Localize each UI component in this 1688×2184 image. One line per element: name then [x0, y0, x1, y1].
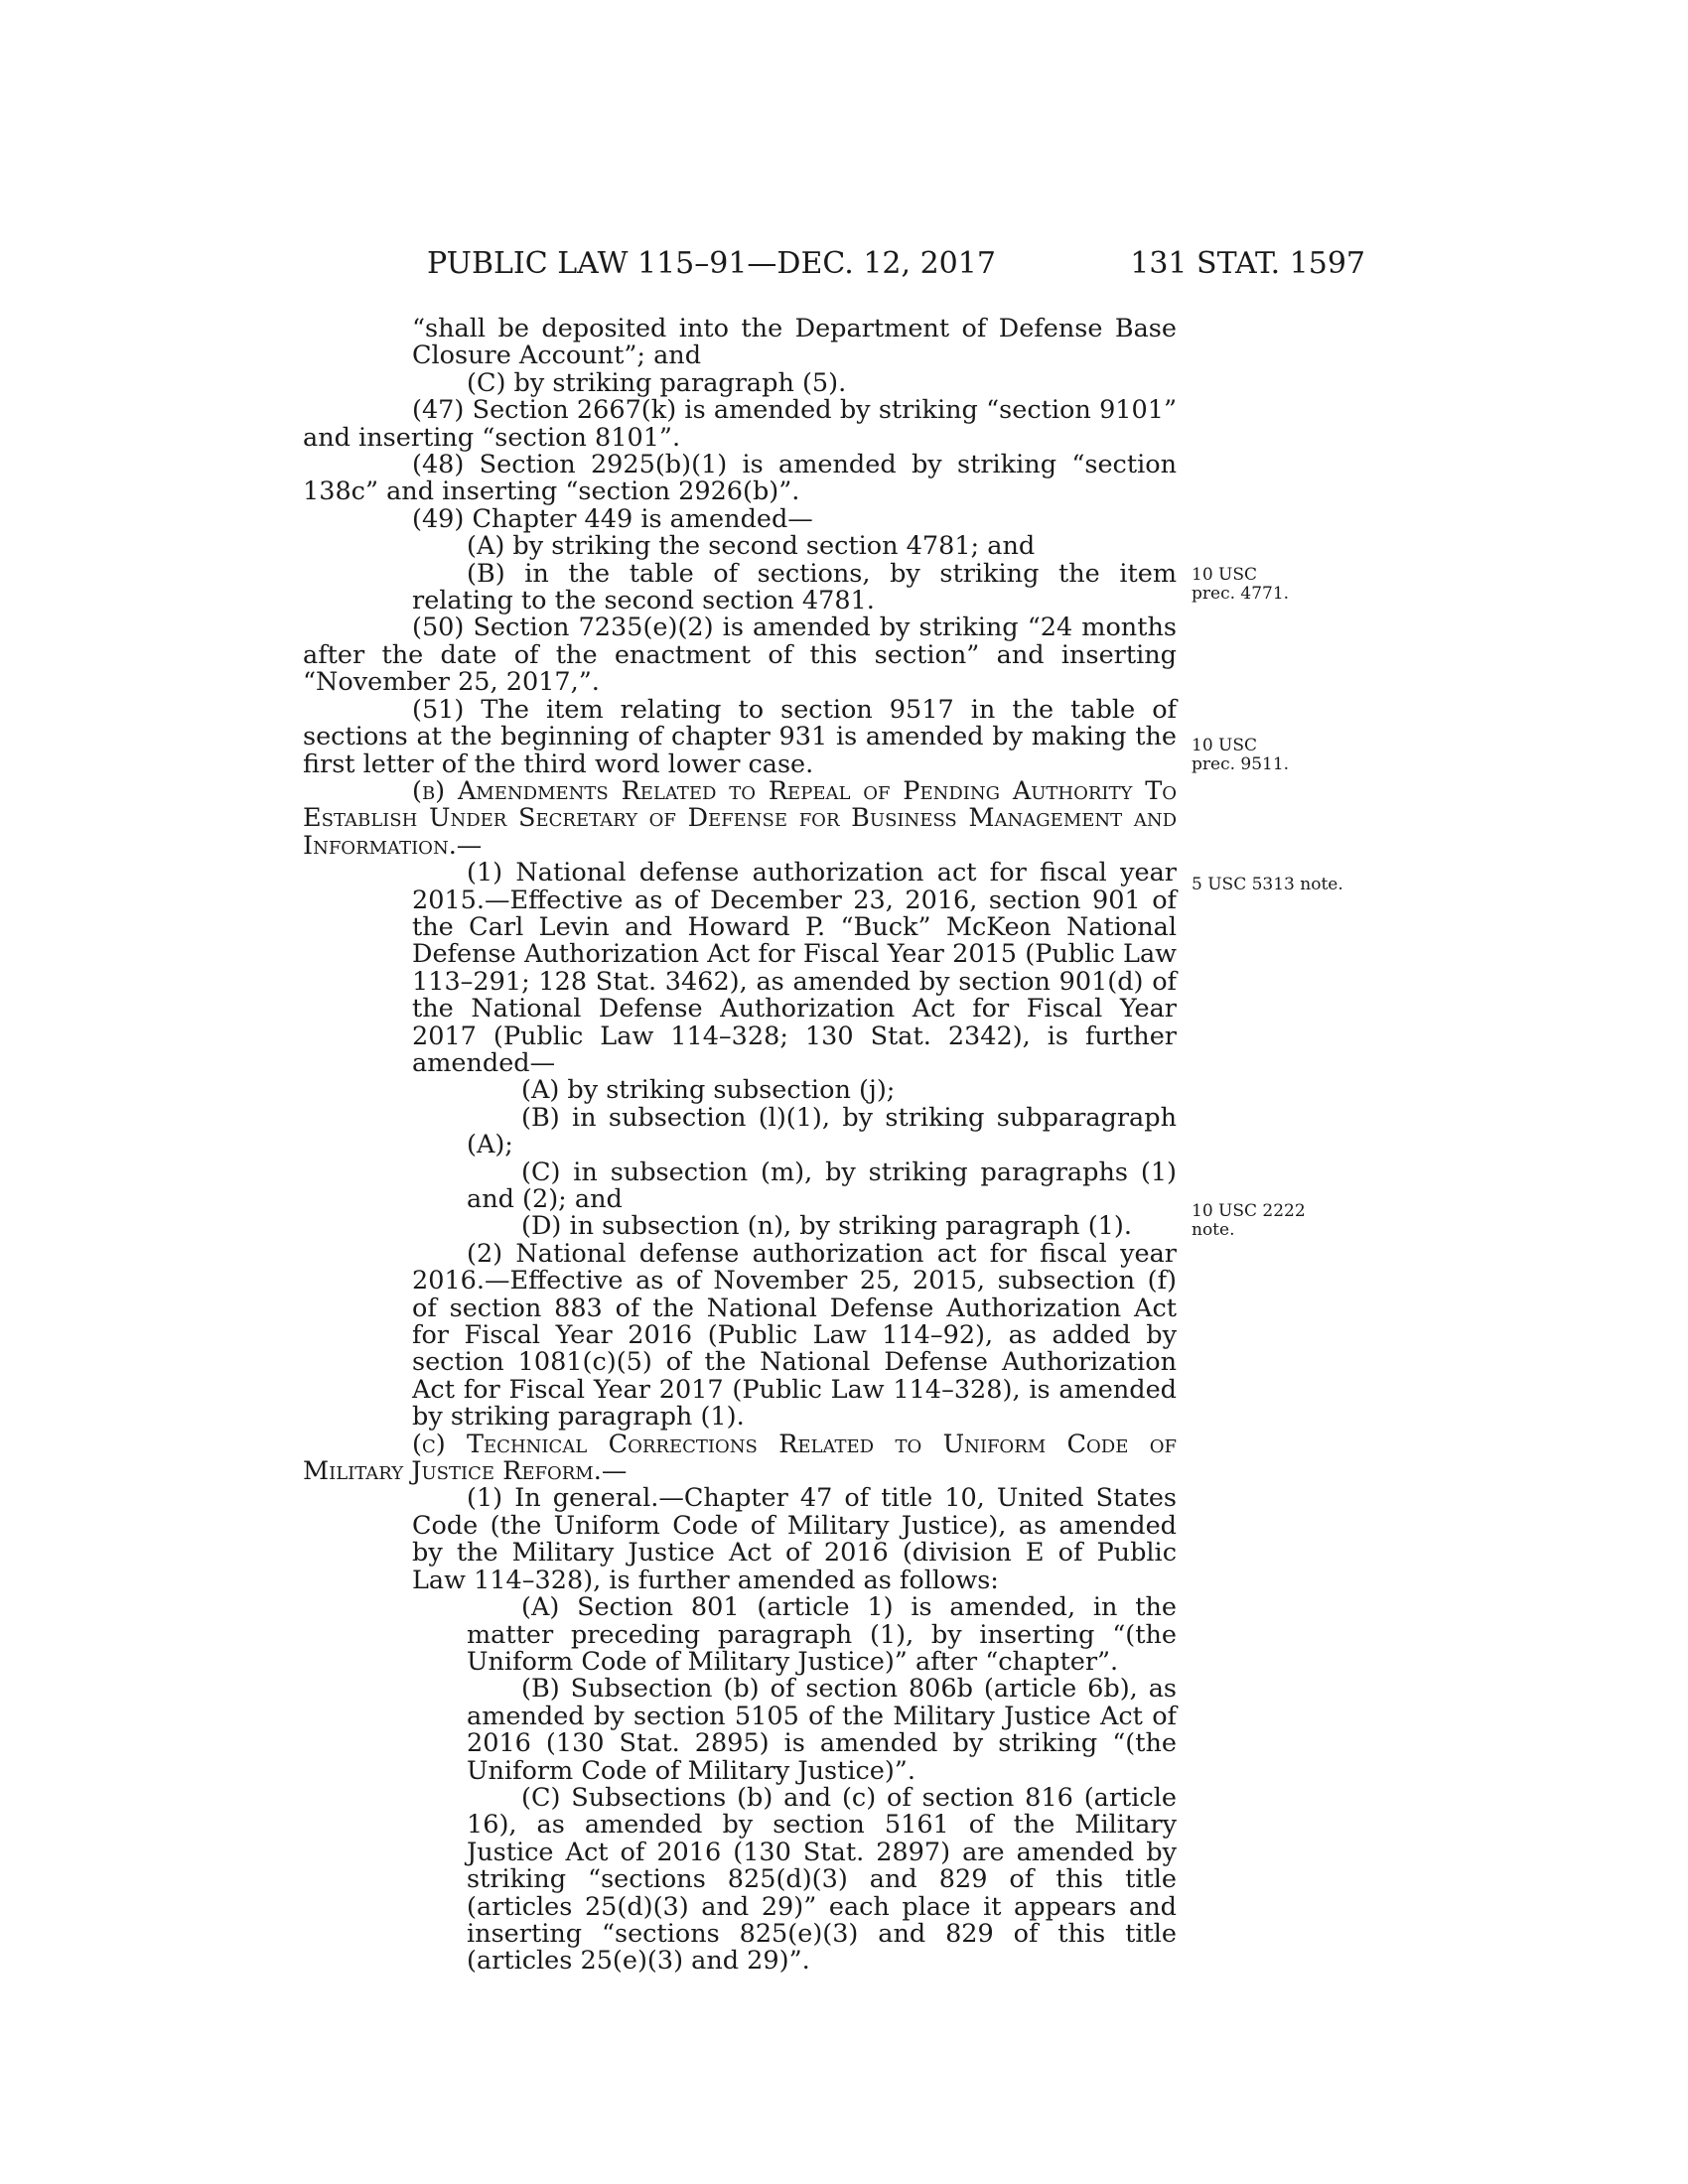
paragraph: (50) Section 7235(e)(2) is amended by striking “24 months after the date of the enactment of this section” and inserting “November 25, 2017,”.: [303, 613, 1177, 698]
paragraph: (49) Chapter 449 is amended—: [412, 503, 813, 534]
paragraph: (48) Section 2925(b)(1) is amended by striking “section 138c” and inserting “section 2926(b)”.: [303, 450, 1177, 507]
paragraph: (A) by striking subsection (j);: [521, 1075, 896, 1106]
margin-note: 5 USC 5313 note.: [1192, 875, 1343, 894]
section-heading: (c) Technical Corrections Related to Uniform Code of Military Justice Reform.—: [303, 1429, 1177, 1487]
document-body: [303, 316, 1177, 1976]
paragraph: (51) The item relating to section 9517 in the table of sections at the beginning of chapter 931 is amended by making the first letter of the third word lower case.: [303, 694, 1177, 779]
paragraph: (D) in subsection (n), by striking paragraph (1).: [521, 1211, 1132, 1242]
paragraph: (C) in subsection (m), by striking paragraphs (1) and (2); and: [467, 1157, 1177, 1214]
paragraph: (B) in the table of sections, by striking the item relating to the second section 4781.: [412, 558, 1177, 616]
margin-note: 10 USC prec. 4771.: [1192, 565, 1290, 604]
paragraph: (1) In general.—Chapter 47 of title 10, United States Code (the Uniform Code of Military Justice), as amended by the Military Justice Act of 2016 (division E of Public Law 114–328), is further amended as follows:: [412, 1483, 1177, 1595]
section-heading: (b) Amendments Related to Repeal of Pending Authority To Establish Under Secretary of Defense for Business Management and Information.—: [303, 775, 1177, 861]
page-number: 131 STAT. 1597: [1130, 246, 1365, 281]
paragraph: (A) Section 801 (article 1) is amended, in the matter preceding paragraph (1), by inserting “(the Uniform Code of Military Justice)” after “chapter”.: [467, 1592, 1177, 1677]
paragraph: (B) in subsection (l)(1), by striking subparagraph (A);: [467, 1102, 1177, 1160]
margin-note: 10 USC prec. 9511.: [1192, 736, 1290, 774]
paragraph: (2) National defense authorization act for fiscal year 2016.—Effective as of November 25, 2015, subsection (f) of section 883 of the National Defense Authorization Act for Fiscal Year 2016 (Public Law 114–92), as added by section 1081(c)(5) of the National Defense Authorization Act for Fiscal Year 2017 (Public Law 114–328), is amended by striking paragraph (1).: [412, 1238, 1177, 1433]
paragraph: (C) by striking paragraph (5).: [467, 367, 847, 398]
paragraph: “shall be deposited into the Department of Defense Base Closure Account”; and: [412, 314, 1177, 371]
paragraph: (1) National defense authorization act for fiscal year 2015.—Effective as of December 23, 2016, section 901 of the Carl Levin and Howard P. “Buck” McKeon National Defense Authorization Act for Fiscal Year 2015 (Public Law 113–291; 128 Stat. 3462), as amended by section 901(d) of the National Defense Authorization Act for Fiscal Year 2017 (Public Law 114–328; 130 Stat. 2342), is further amended—: [412, 858, 1177, 1078]
paragraph: (A) by striking the second section 4781; and: [467, 531, 1036, 562]
law-title: PUBLIC LAW 115–91—DEC. 12, 2017: [427, 246, 996, 281]
paragraph: (47) Section 2667(k) is amended by striking “section 9101” and inserting “section 8101”.: [303, 395, 1177, 453]
paragraph: (C) Subsections (b) and (c) of section 816 (article 16), as amended by section 5161 of the Military Justice Act of 2016 (130 Stat. 2897) are amended by striking “sections 825(d)(3) and 829 of this title (articles 25(d)(3) and 29)” each place it appears and inserting “sections 825(e)(3) and 829 of this title (articles 25(e)(3) and 29)”.: [467, 1782, 1177, 1977]
running-header: [427, 244, 1365, 284]
paragraph: (B) Subsection (b) of section 806b (article 6b), as amended by section 5105 of the Military Justice Act of 2016 (130 Stat. 2895) is amended by striking “(the Uniform Code of Military Justice)”.: [467, 1674, 1177, 1786]
margin-note: 10 USC 2222 note.: [1192, 1201, 1306, 1240]
